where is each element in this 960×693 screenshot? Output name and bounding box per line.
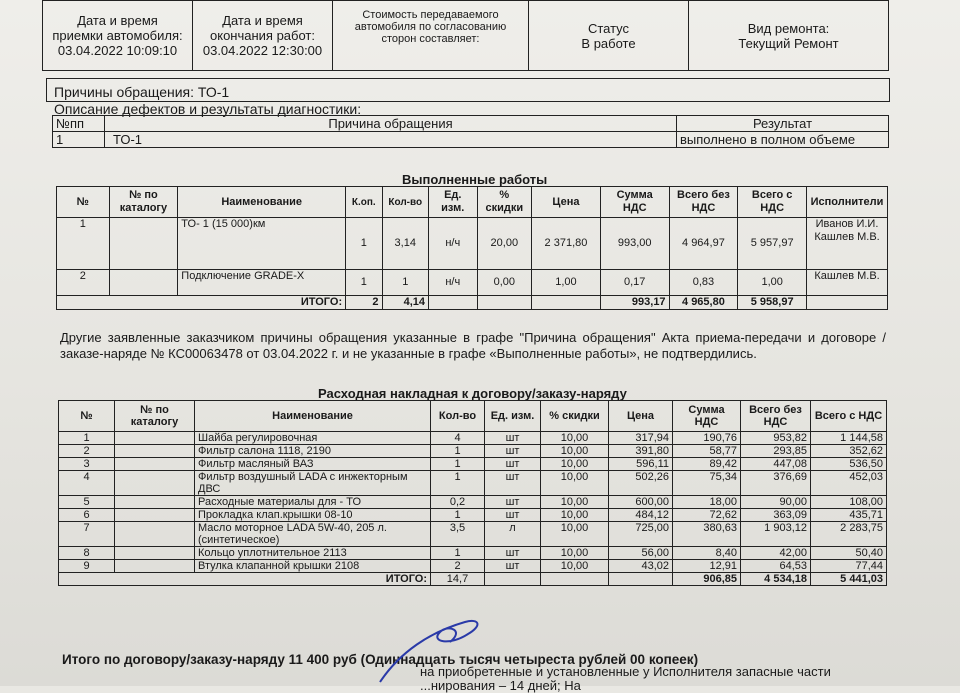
parts-h-qty: Кол-во: [431, 401, 485, 432]
parts-num: 6: [59, 509, 115, 522]
parts-qty: 4: [431, 432, 485, 445]
parts-total-row: [59, 573, 887, 586]
parts-withvat: 50,40: [811, 547, 887, 560]
parts-h-price: Цена: [609, 401, 673, 432]
parts-name: Фильтр воздушный LADA с инжекторным ДВС: [195, 471, 431, 496]
parts-h-disc: % скидки: [541, 401, 609, 432]
parts-disc: 10,00: [541, 496, 609, 509]
accept-cell: [43, 1, 193, 71]
parts-withvat: 108,00: [811, 496, 887, 509]
status-cell: [529, 1, 689, 71]
works-novat: 0,83: [669, 270, 738, 296]
works-withvat: 1,00: [738, 270, 807, 296]
parts-cat: [115, 471, 195, 496]
end-value: 03.04.2022 12:30:00: [202, 43, 323, 58]
parts-num: 8: [59, 547, 115, 560]
parts-price: 600,00: [609, 496, 673, 509]
parts-novat: 64,53: [741, 560, 811, 573]
works-kop: 1: [346, 270, 382, 296]
parts-cat: [115, 496, 195, 509]
parts-qty: 0,2: [431, 496, 485, 509]
parts-price: 43,02: [609, 560, 673, 573]
works-h-exec: Исполнители: [807, 187, 888, 218]
parts-row: [59, 509, 887, 522]
parts-qty: 1: [431, 547, 485, 560]
works-h-name: Наименование: [178, 187, 346, 218]
parts-novat: 376,69: [741, 471, 811, 496]
defects-result: выполнено в полном объеме: [677, 132, 889, 148]
defects-reason: ТО-1: [105, 132, 677, 148]
parts-novat: 363,09: [741, 509, 811, 522]
parts-cat: [115, 445, 195, 458]
repair-cell: [689, 1, 889, 71]
parts-h-vat: Сумма НДС: [673, 401, 741, 432]
parts-row: [59, 560, 887, 573]
defects-col-num: №пп: [53, 116, 105, 132]
parts-h-withvat: Всего с НДС: [811, 401, 887, 432]
parts-table: [58, 400, 887, 586]
works-total-kop: 2: [346, 296, 382, 310]
parts-vat: 58,77: [673, 445, 741, 458]
parts-h-num: №: [59, 401, 115, 432]
works-novat: 4 964,97: [669, 218, 738, 270]
works-disc: 20,00: [477, 218, 532, 270]
parts-total-empty: [485, 573, 541, 586]
works-h-novat: Всего без НДС: [669, 187, 738, 218]
parts-name: Прокладка клап.крышки 08-10: [195, 509, 431, 522]
works-cat: [109, 270, 178, 296]
parts-num: 1: [59, 432, 115, 445]
parts-cat: [115, 458, 195, 471]
parts-title: Расходная накладная к договору/заказу-наряду: [318, 386, 627, 401]
works-table: [56, 186, 888, 310]
parts-disc: 10,00: [541, 509, 609, 522]
parts-row: [59, 445, 887, 458]
parts-vat: 72,62: [673, 509, 741, 522]
parts-name: Расходные материалы для - ТО: [195, 496, 431, 509]
parts-row: [59, 471, 887, 496]
parts-qty: 1: [431, 458, 485, 471]
parts-h-name: Наименование: [195, 401, 431, 432]
works-h-disc: % скидки: [477, 187, 532, 218]
works-unit: н/ч: [429, 270, 478, 296]
tail-line-1: на приобретенные и установленные у Исполнителя запасные части: [420, 664, 831, 679]
defects-title: Описание дефектов и результаты диагностики:: [54, 101, 362, 117]
parts-total-qty: 14,7: [431, 573, 485, 586]
parts-vat: 190,76: [673, 432, 741, 445]
works-h-vat: Сумма НДС: [600, 187, 669, 218]
parts-vat: 12,91: [673, 560, 741, 573]
works-num: 2: [57, 270, 110, 296]
parts-h-cat: № по каталогу: [115, 401, 195, 432]
defects-table: [52, 115, 889, 148]
works-exec: Иванов И.И. Кашлев М.В.: [807, 218, 888, 270]
works-total-vat: 993,17: [600, 296, 669, 310]
works-disc: 0,00: [477, 270, 532, 296]
works-h-unit: Ед. изм.: [429, 187, 478, 218]
end-label: Дата и время окончания работ:: [210, 13, 315, 43]
parts-cat: [115, 560, 195, 573]
parts-total-empty: [609, 573, 673, 586]
parts-novat: 953,82: [741, 432, 811, 445]
parts-cat: [115, 509, 195, 522]
works-vat: 0,17: [600, 270, 669, 296]
works-h-num: №: [57, 187, 110, 218]
parts-row: [59, 458, 887, 471]
works-total-row: [57, 296, 888, 310]
works-total-empty: [807, 296, 888, 310]
note-paragraph: Другие заявленные заказчиком причины обращения указанные в графе "Причина обращения" Акта приема-передачи и договоре /заказе-наряде № КС00063478 от 03.04.2022 г. и не указанные в графе «Выполненные работы», не подтвердились.: [60, 330, 886, 361]
parts-num: 9: [59, 560, 115, 573]
parts-h-novat: Всего без НДС: [741, 401, 811, 432]
parts-num: 3: [59, 458, 115, 471]
parts-price: 317,94: [609, 432, 673, 445]
parts-total-withvat: 5 441,03: [811, 573, 887, 586]
parts-withvat: 2 283,75: [811, 522, 887, 547]
works-vat: 993,00: [600, 218, 669, 270]
repair-value: Текущий Ремонт: [738, 35, 839, 51]
parts-qty: 3,5: [431, 522, 485, 547]
parts-total-novat: 4 534,18: [741, 573, 811, 586]
parts-num: 7: [59, 522, 115, 547]
parts-h-unit: Ед. изм.: [485, 401, 541, 432]
parts-row: [59, 547, 887, 560]
works-price: 2 371,80: [532, 218, 601, 270]
parts-num: 2: [59, 445, 115, 458]
works-kop: 1: [346, 218, 382, 270]
parts-price: 502,26: [609, 471, 673, 496]
accept-value: 03.04.2022 10:09:10: [57, 43, 178, 58]
works-title: Выполненные работы: [402, 172, 548, 187]
works-header-row: [57, 187, 888, 218]
defects-col-result: Результат: [677, 116, 889, 132]
parts-vat: 75,34: [673, 471, 741, 496]
parts-price: 391,80: [609, 445, 673, 458]
parts-price: 596,11: [609, 458, 673, 471]
parts-header-row: [59, 401, 887, 432]
parts-novat: 1 903,12: [741, 522, 811, 547]
cost-cell: [333, 1, 529, 71]
cost-label: Стоимость передаваемого автомобиля по согласованию сторон составляет:: [354, 9, 507, 45]
parts-row: [59, 432, 887, 445]
parts-num: 4: [59, 471, 115, 496]
parts-vat: 89,42: [673, 458, 741, 471]
parts-unit: шт: [485, 432, 541, 445]
works-h-withvat: Всего с НДС: [738, 187, 807, 218]
parts-qty: 2: [431, 560, 485, 573]
parts-total-label: ИТОГО:: [59, 573, 431, 586]
parts-vat: 380,63: [673, 522, 741, 547]
works-h-cat: № по каталогу: [109, 187, 178, 218]
parts-disc: 10,00: [541, 547, 609, 560]
parts-body: [59, 432, 887, 573]
works-unit: н/ч: [429, 218, 478, 270]
parts-disc: 10,00: [541, 522, 609, 547]
parts-name: Втулка клапанной крышки 2108: [195, 560, 431, 573]
defects-col-reason: Причина обращения: [105, 116, 677, 132]
status-value: В работе: [581, 35, 636, 51]
parts-name: Шайба регулировочная: [195, 432, 431, 445]
works-row: [57, 218, 888, 270]
works-name: Подключение GRADE-X: [178, 270, 346, 296]
parts-name: Кольцо уплотнительное 2113: [195, 547, 431, 560]
parts-novat: 90,00: [741, 496, 811, 509]
parts-unit: шт: [485, 445, 541, 458]
works-price: 1,00: [532, 270, 601, 296]
parts-price: 56,00: [609, 547, 673, 560]
parts-name: Масло моторное LADA 5W-40, 205 л. (синтетическое): [195, 522, 431, 547]
works-total-empty: [429, 296, 478, 310]
grand-total: Итого по договору/заказу-наряду 11 400 руб (Одиннадцать тысяч четыреста рублей 00 копеек): [62, 652, 699, 667]
parts-unit: шт: [485, 560, 541, 573]
defects-num: 1: [53, 132, 105, 148]
works-h-kop: К.оп.: [346, 187, 382, 218]
parts-novat: 42,00: [741, 547, 811, 560]
works-total-empty: [477, 296, 532, 310]
parts-vat: 18,00: [673, 496, 741, 509]
works-qty: 3,14: [382, 218, 429, 270]
parts-row: [59, 496, 887, 509]
parts-row: [59, 522, 887, 547]
parts-name: Фильтр масляный ВАЗ: [195, 458, 431, 471]
parts-unit: л: [485, 522, 541, 547]
parts-unit: шт: [485, 471, 541, 496]
parts-price: 484,12: [609, 509, 673, 522]
works-name: ТО- 1 (15 000)км: [178, 218, 346, 270]
parts-disc: 10,00: [541, 432, 609, 445]
works-total-novat: 4 965,80: [669, 296, 738, 310]
parts-cat: [115, 522, 195, 547]
parts-withvat: 1 144,58: [811, 432, 887, 445]
parts-novat: 447,08: [741, 458, 811, 471]
parts-vat: 8,40: [673, 547, 741, 560]
parts-unit: шт: [485, 458, 541, 471]
parts-num: 5: [59, 496, 115, 509]
works-h-qty: Кол-во: [382, 187, 429, 218]
parts-total-vat: 906,85: [673, 573, 741, 586]
parts-novat: 293,85: [741, 445, 811, 458]
parts-withvat: 536,50: [811, 458, 887, 471]
defects-row: [53, 132, 889, 148]
tail-line-2: ...нирования – 14 дней; На: [420, 678, 581, 693]
parts-unit: шт: [485, 547, 541, 560]
parts-disc: 10,00: [541, 560, 609, 573]
parts-disc: 10,00: [541, 458, 609, 471]
works-cat: [109, 218, 178, 270]
works-withvat: 5 957,97: [738, 218, 807, 270]
parts-withvat: 352,62: [811, 445, 887, 458]
parts-unit: шт: [485, 509, 541, 522]
works-row: [57, 270, 888, 296]
parts-cat: [115, 547, 195, 560]
parts-unit: шт: [485, 496, 541, 509]
end-cell: [193, 1, 333, 71]
reasons-line: Причины обращения: ТО-1: [54, 84, 230, 100]
parts-disc: 10,00: [541, 471, 609, 496]
parts-qty: 1: [431, 445, 485, 458]
parts-total-empty: [541, 573, 609, 586]
works-num: 1: [57, 218, 110, 270]
works-exec: Кашлев М.В.: [807, 270, 888, 296]
repair-label: Вид ремонта:: [747, 20, 830, 36]
works-total-withvat: 5 958,97: [738, 296, 807, 310]
parts-qty: 1: [431, 509, 485, 522]
works-h-price: Цена: [532, 187, 601, 218]
works-total-label: ИТОГО:: [57, 296, 346, 310]
parts-qty: 1: [431, 471, 485, 496]
works-total-empty: [532, 296, 601, 310]
accept-label: Дата и время приемки автомобиля:: [52, 13, 183, 43]
header-table: [42, 0, 889, 71]
parts-name: Фильтр салона 1118, 2190: [195, 445, 431, 458]
works-qty: 1: [382, 270, 429, 296]
parts-disc: 10,00: [541, 445, 609, 458]
works-total-qty: 4,14: [382, 296, 429, 310]
status-label: Статус: [587, 20, 630, 36]
parts-withvat: 435,71: [811, 509, 887, 522]
parts-withvat: 77,44: [811, 560, 887, 573]
parts-cat: [115, 432, 195, 445]
parts-withvat: 452,03: [811, 471, 887, 496]
parts-price: 725,00: [609, 522, 673, 547]
